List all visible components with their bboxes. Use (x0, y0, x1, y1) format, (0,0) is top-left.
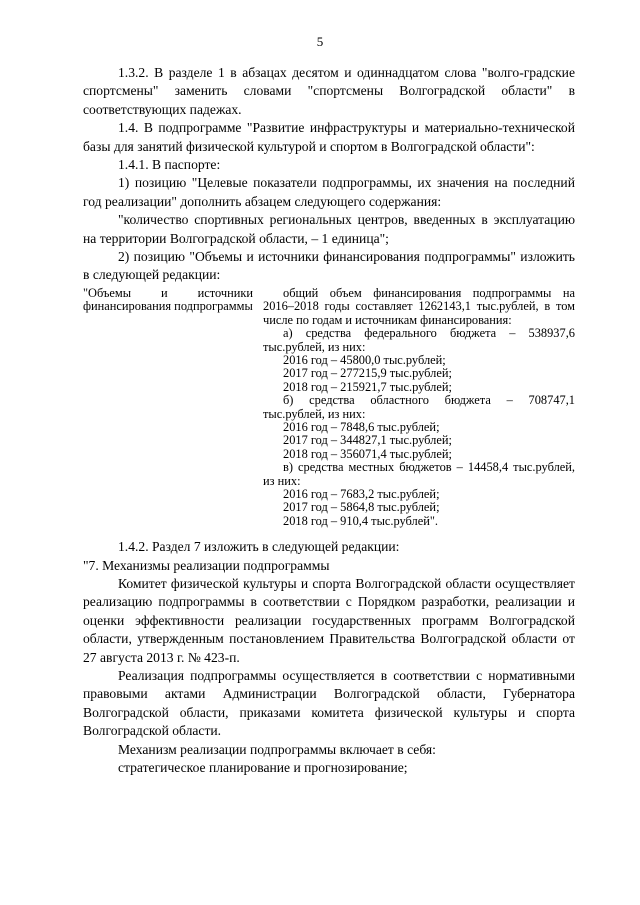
paragraph-1-4: 1.4. В подпрограмме "Развитие инфраструктуры и материально-технической базы для занятий физической культурой и спортом в Волгоградской области": (83, 120, 575, 154)
regional-2018: 2018 год – 356071,4 тыс.рублей; (283, 446, 452, 461)
document-body (83, 64, 575, 777)
local-2017: 2017 год – 5864,8 тыс.рублей; (283, 500, 440, 515)
regional-2016: 2016 год – 7848,6 тыс.рублей; (283, 419, 440, 434)
federal-2016: 2016 год – 45800,0 тыс.рублей; (283, 352, 446, 367)
paragraph-strategic: стратегическое планирование и прогнозирование; (118, 760, 408, 776)
paragraph-item-2: 2) позицию "Объемы и источники финансирования подпрограммы" изложить в следующей редакции: (83, 249, 575, 283)
financing-regional: б) средства областного бюджета – 708747,1 тыс.рублей, из них: (263, 393, 575, 421)
federal-2018: 2018 год – 215921,7 тыс.рублей; (283, 379, 452, 394)
federal-2017: 2017 год – 277215,9 тыс.рублей; (283, 366, 452, 381)
table-right-cell (263, 287, 575, 528)
financing-local: в) средства местных бюджетов – 14458,4 тыс.рублей, из них: (263, 460, 575, 488)
paragraph-1-4-2: 1.4.2. Раздел 7 изложить в следующей редакции: (118, 539, 400, 555)
paragraph-mechanism: Механизм реализации подпрограммы включает в себя: (118, 741, 436, 757)
regional-2017: 2017 год – 344827,1 тыс.рублей; (283, 433, 452, 448)
financing-total: общий объем финансирования подпрограммы на 2016–2018 годы составляет 1262143,1 тыс.рублей, в том числе по годам и источникам финансирования: (263, 285, 575, 327)
paragraph-1-4-1: 1.4.1. В паспорте: (118, 157, 221, 173)
local-2018: 2018 год – 910,4 тыс.рублей". (283, 513, 439, 528)
table-left-cell: "Объемы и источники финансирования подпрограммы (83, 285, 253, 314)
financing-federal: а) средства федерального бюджета – 538937,6 тыс.рублей, из них: (263, 326, 575, 354)
local-2016: 2016 год – 7683,2 тыс.рублей; (283, 486, 440, 501)
section-heading: "7. Механизмы реализации подпрограммы (83, 557, 330, 573)
paragraph-implementation: Реализация подпрограммы осуществляется в соответствии с нормативными правовыми актами Администрации Волгоградской области, Губернатора Волгоградской области, приказами комитета физической культуры и спорта Волгоградской области. (83, 668, 575, 739)
financing-table (83, 287, 575, 528)
paragraph-quote-count: "количество спортивных региональных центров, введенных в эксплуатацию на территории Волгоградской области, – 1 единица"; (83, 212, 575, 246)
paragraph-1-3-2: 1.3.2. В разделе 1 в абзацах десятом и одиннадцатом слова "волго-градские спортсмены" заменить словами "спортсмены Волгоградской области" в соответствующих падежах. (83, 65, 575, 117)
paragraph-item-1: 1) позицию "Целевые показатели подпрограммы, их значения на последний год реализации" дополнить абзацем следующего содержания: (83, 175, 575, 209)
page-number: 5 (316, 34, 324, 49)
paragraph-committee: Комитет физической культуры и спорта Волгоградской области осуществляет реализацию подпрограммы в соответствии с Порядком разработки, реализации и оценки эффективности реализации государственных программ Волгоградской области, утвержденным постановлением Правительства Волгоградской области от 27 августа 2013 г. № 423-п. (83, 576, 575, 665)
